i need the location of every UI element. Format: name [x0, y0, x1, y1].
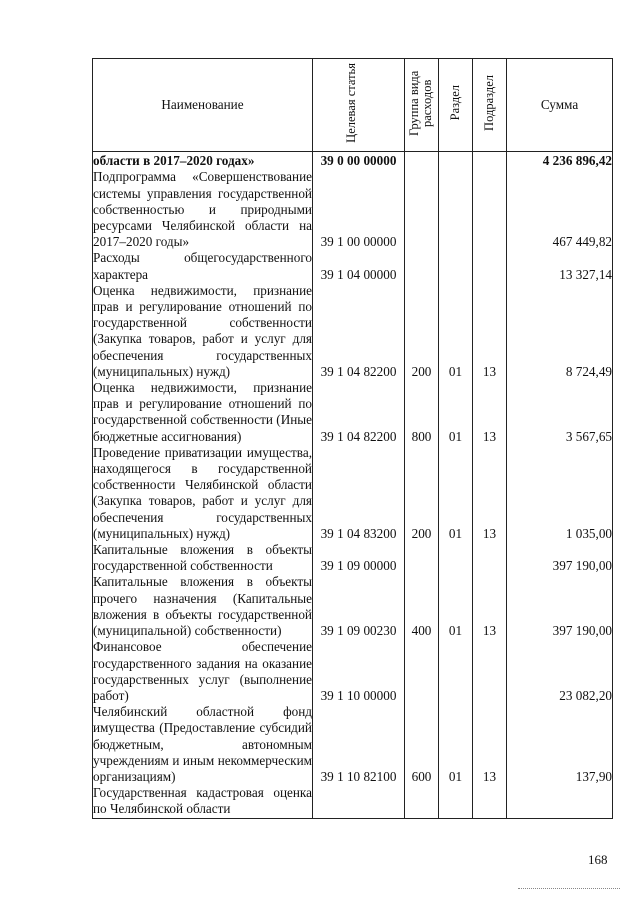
row-group: 800: [405, 380, 439, 445]
row-code: 39 1 09 00230: [313, 574, 405, 639]
row-subsection: 13: [473, 283, 507, 380]
header-sum: Сумма: [507, 59, 613, 152]
row-subsection: 13: [473, 704, 507, 785]
row-section: 01: [439, 704, 473, 785]
row-name: Расходы общегосударственного характера: [93, 250, 312, 282]
row-section: 01: [439, 283, 473, 380]
row-sum: 4 236 896,42: [507, 152, 613, 170]
row-sum: 137,90: [507, 704, 613, 785]
row-group: [405, 169, 439, 250]
row-name: Государственная кадастровая оценка по Челябинской области: [93, 785, 312, 817]
row-name: Оценка недвижимости, признание прав и регулирование отношений по государственной собственности (Иные бюджетные ассигнования): [93, 380, 312, 444]
table-header: [93, 59, 613, 152]
page-number: 168: [588, 852, 608, 867]
row-sum: 467 449,82: [507, 169, 613, 250]
header-target-label: Целевая статья: [343, 63, 358, 143]
table-row: [93, 704, 613, 785]
row-code: [313, 785, 405, 818]
row-name: Подпрограмма «Совершенствование системы управления государственной собственностью и природными ресурсами Челябинской области на 2017–2020 годы»: [93, 169, 312, 250]
row-section: [439, 169, 473, 250]
row-code: 39 1 10 82100: [313, 704, 405, 785]
row-name: Челябинский областной фонд имущества (Предоставление субсидий бюджетным, автономным учреждениям и иным некоммерческим организациям): [93, 704, 312, 784]
header-subsection-label: Подраздел: [482, 75, 496, 131]
row-name: Капитальные вложения в объекты прочего назначения (Капитальные вложения в объекты государственной (муниципальной) собственности): [93, 574, 312, 639]
row-name: области в 2017–2020 годах»: [93, 152, 313, 170]
row-sum: 23 082,20: [507, 639, 613, 704]
row-group: [405, 639, 439, 704]
row-code: 39 1 00 00000: [313, 169, 405, 250]
row-group: [405, 152, 439, 170]
row-subsection: [473, 639, 507, 704]
table-row: [93, 445, 613, 542]
row-section: 01: [439, 380, 473, 445]
row-subsection: [473, 785, 507, 818]
header-target: [313, 59, 405, 152]
header-name: Наименование: [93, 59, 313, 152]
row-code: 39 1 04 00000: [313, 250, 405, 282]
row-subsection: 13: [473, 574, 507, 639]
row-code: 39 1 04 82200: [313, 380, 405, 445]
row-name: Финансовое обеспечение государственного задания на оказание государственных услуг (выполнение работ): [93, 639, 312, 703]
row-subsection: [473, 169, 507, 250]
budget-table: [92, 58, 613, 819]
row-sum: 397 190,00: [507, 574, 613, 639]
row-group: [405, 785, 439, 818]
row-subsection: [473, 250, 507, 282]
row-sum: 3 567,65: [507, 380, 613, 445]
row-name: Оценка недвижимости, признание прав и регулирование отношений по государственной собственности (Закупка товаров, работ и услуг для обеспечения государственных (муниципальных) нужд): [93, 282, 312, 379]
row-section: [439, 542, 473, 574]
table-row: [93, 250, 613, 282]
header-section: [439, 59, 473, 152]
row-section: [439, 250, 473, 282]
row-name: Проведение приватизации имущества, находящегося в государственной собственности Челябинской области (Закупка товаров, работ и услуг для обеспечения государственных (муниципальных) нужд): [93, 444, 312, 541]
row-group: 400: [405, 574, 439, 639]
table-row: [93, 542, 613, 574]
row-sum: 8 724,49: [507, 283, 613, 380]
footer-divider: [518, 888, 620, 889]
row-code: 39 1 09 00000: [313, 542, 405, 574]
row-group: 200: [405, 283, 439, 380]
row-code: 39 1 04 82200: [313, 283, 405, 380]
row-group: 200: [405, 445, 439, 542]
row-section: [439, 639, 473, 704]
row-sum: 397 190,00: [507, 542, 613, 574]
row-group: [405, 250, 439, 282]
table-row: [93, 380, 613, 445]
row-code: 39 1 10 00000: [313, 639, 405, 704]
header-group-label: Группа вида расходов: [406, 70, 434, 136]
table-row: [93, 169, 613, 250]
row-group: 600: [405, 704, 439, 785]
row-subsection: [473, 152, 507, 170]
header-group: [405, 59, 439, 152]
row-sum: [507, 785, 613, 818]
row-code: 39 0 00 00000: [313, 152, 405, 170]
row-subsection: [473, 542, 507, 574]
table-row: [93, 283, 613, 380]
row-sum: 13 327,14: [507, 250, 613, 282]
row-section: 01: [439, 445, 473, 542]
table-row: [93, 574, 613, 639]
row-subsection: 13: [473, 380, 507, 445]
row-name: Капитальные вложения в объекты государственной собственности: [93, 542, 312, 574]
row-subsection: 13: [473, 445, 507, 542]
table-row: [93, 785, 613, 818]
table-row: [93, 639, 613, 704]
row-code: 39 1 04 83200: [313, 445, 405, 542]
row-section: [439, 785, 473, 818]
header-section-label: Раздел: [448, 85, 462, 121]
row-sum: 1 035,00: [507, 445, 613, 542]
table-row: [93, 152, 613, 170]
row-section: 01: [439, 574, 473, 639]
row-section: [439, 152, 473, 170]
header-subsection: [473, 59, 507, 152]
row-group: [405, 542, 439, 574]
